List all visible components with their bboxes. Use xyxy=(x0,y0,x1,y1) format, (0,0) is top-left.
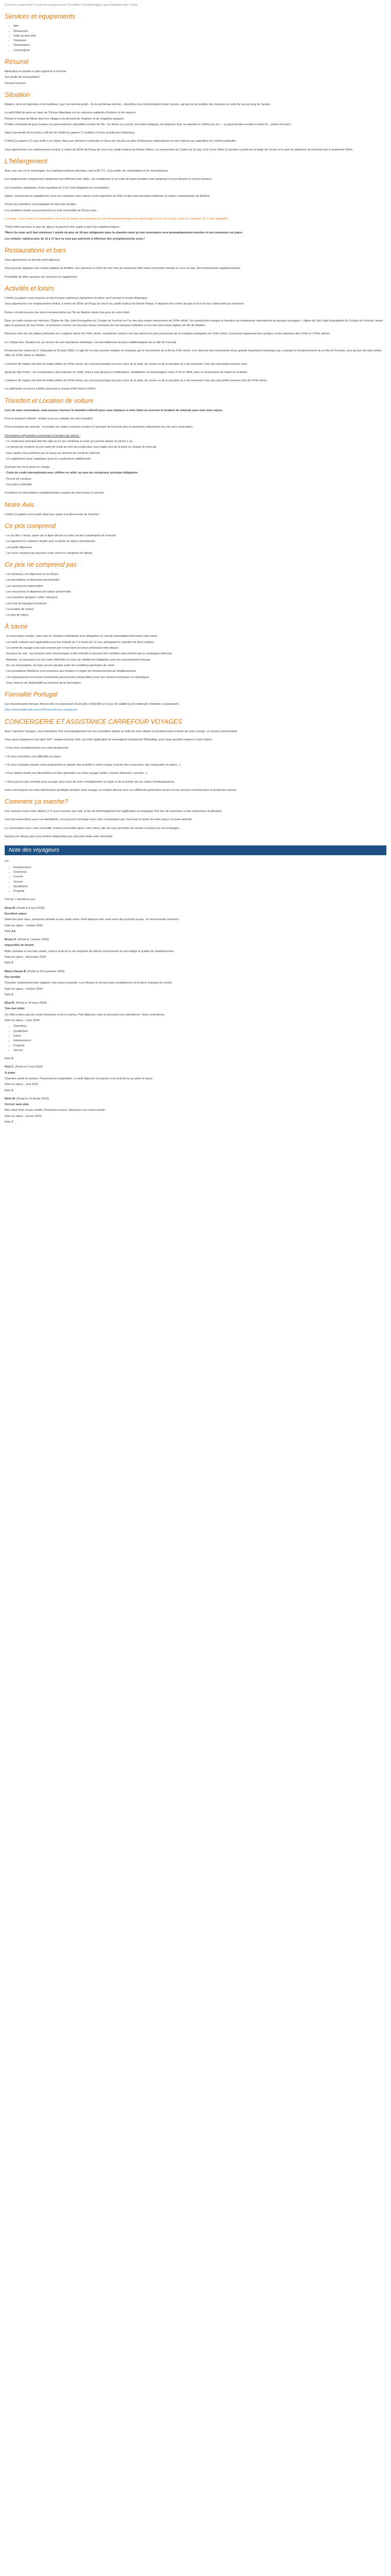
services-title: Services et equipements xyxy=(5,13,75,21)
review-text: Chambre relativement bien équipée mais assez bruyante. Les rideaux ne ferment pas complètement et la literie manque de confort. xyxy=(5,981,173,985)
savoir-item: - Horaires de vols : les horaires sont communiqués à titre indicatif et peuvent être modifiés sans préavis par la compagnie aérienne. xyxy=(5,652,173,656)
activites-para: Plusieurs sites de ces églises présente une sculpture dorée du XVIIe siècle, considérée comme l'une des pièces les plus précieuses de la sculpture portugaise du XVIIe siècle. Il présente également des azulejos et des peintures des XVIIe et XVIIIe siècles. xyxy=(5,332,331,336)
savoir-item: - Attention, un passeport ou une carte d'identité en cours de validité est obligatoire pour les ressortissants français. xyxy=(5,658,151,662)
situation-para: Madère, terre de légendes et de traditions, que l'on nomme jardin - île de printemps éternel -, bénéficie d'un climat tempéré toute l'année, qui permet de profiter des charmes de cette île tout au long de l'année. xyxy=(5,103,271,106)
review-score: 7 xyxy=(11,1121,13,1124)
review-item xyxy=(5,1065,386,1093)
resume-title: Résumé xyxy=(5,58,29,66)
restauration-title: Restaurations et bars xyxy=(5,247,66,255)
ce-prix-item: - Les petits déjeuners xyxy=(5,546,32,549)
transfert-para: Pour la location de véhicule : la location de voiture est prise à retirer à l'aéroport de Funchal chez le partenaire sélectionné lors de votre réservation. xyxy=(5,426,193,429)
situation-para: Profitez d'instants de pure évasion en parcourant les spécialités locales de l'île : les tissus au crochet, les fruits exotiques, les légumes frais au marché ou l'abîme du vin — ce pourrait bien renaître à toute fin... plaisir d'escale ! xyxy=(5,123,291,126)
hebergement-para: Option: moyennant un supplément, pour vos chambres avec balcon d'une superficie de 20m² et qui vous permettra d'admirer la culture extraordinaire de Madère. xyxy=(5,194,210,198)
transfert-info-title: Informations importantes concernant la location de voiture : xyxy=(5,434,80,437)
rating-category: • Service xyxy=(13,880,386,885)
review-date: (Posté le 14 mars 2024) xyxy=(15,1002,47,1005)
review-stay: Date du séjour : janvier 2023 xyxy=(5,1114,42,1118)
review-stay: Date du séjour : mars 2024 xyxy=(5,1019,40,1023)
review-title: Très bon hôtel xyxy=(5,1007,25,1011)
review-title: Impossible de dormir xyxy=(5,944,34,947)
service-item: • Wifi xyxy=(13,24,386,29)
ce-prix-item: - Le logement en chambre double pour la durée du séjour sélectionnée xyxy=(5,540,95,544)
hebergement-note: Le mieux : pour toutes les réservations, une nuit de séjour sera facturée lors de l'enregistrement pour les clients âgés de 12 ans et plus, avec un maximum de 7 nuits payables. xyxy=(5,217,229,221)
rating-category: • Qualité/prix xyxy=(13,885,386,889)
concierge-para: Vous aurez également une ligne 24/7, uniquement par chat, via notre application de messagerie instantanée WhatsApp, pour toute question relative à votre séjour : xyxy=(5,738,214,742)
comment-para: Une semaine avant votre départ (J-7) vous recevrez par mail, le lien de téléchargement de l'application accompagné d'un lien de connexion et des instructions d'utilisation. xyxy=(5,810,223,814)
rating-category: • Chambres xyxy=(13,870,386,875)
hebergement-para: Avec une vue sur le monologue, les chambres prônent discrètes, soit le 80 T.O., d'un jardin, de confortables et de circonstances. xyxy=(5,170,169,173)
review-item xyxy=(5,906,386,934)
transfert-footer: Conditions et informations complémentaires auprès de votre loueur à l'arrivée. xyxy=(5,492,105,495)
formalite-title: Formalité Portugal xyxy=(5,691,58,699)
transfert-info: - Une caution sera prélevée par le loueur au moment du retrait du véhicule. xyxy=(5,451,101,455)
comment-title: Comment ça marche? xyxy=(5,798,68,806)
resume-line: Second services xyxy=(5,81,26,85)
review-category: • Qualité/prix xyxy=(13,1029,386,1034)
breadcrumb[interactable]: Cz-pri-ins-compenseIII / Ce-pri-ins-compensé pour l'Irrunibles Coordinaireggié Luge Esspiration Aise Criand xyxy=(5,4,138,7)
review-stay: Date du séjour : avril 2023 xyxy=(5,1083,39,1087)
service-item: • Climatisation xyxy=(13,43,386,48)
concierge-para: > Si vous souhaitez ajouter votre programme ou ajouter des activités à votre voyage (comme des excursions, des restaurants et autres...), xyxy=(5,763,182,767)
savoir-item: - En cas d'annulation, les frais seront calculés selon les conditions générales de vente. xyxy=(5,664,116,667)
transfert-pickup-item: - Permis de conduire xyxy=(5,477,31,481)
service-item: • Salle de bien-être xyxy=(13,34,386,39)
service-item: • Télévision xyxy=(13,39,386,43)
comment-para: Sachez par ailleurs que nous restons disponibles par mail pour toute autre demande. xyxy=(5,835,113,839)
ne-comprend-item: - Les boissons, les déjeuners et les dîners xyxy=(5,573,59,577)
review-date: (Posté le 2 mai 2023) xyxy=(15,1065,43,1069)
comment-para: Une fois connecté(e) avec vos identifiants, vous pourrez échanger avec votre conciergerie par chat toute la durée de votre séjour en toute sérénité. xyxy=(5,818,193,822)
review-note-label: Note xyxy=(5,961,11,965)
page xyxy=(0,0,391,1130)
ce-prix-item: - Les taxes aéroport qui peuvent varier selon les aéroports de départ xyxy=(5,551,92,555)
hebergement-para: Les équipements comprennent également ses télévision par câble, l'air conditionné et un salle de bains privative avec peignoirs et sous douche et sèche-cheveux. xyxy=(5,178,213,181)
review-category: • Literie xyxy=(13,1034,386,1039)
savoir-item: - Les tarifs enfants sont applicables pour les enfants de 2 à moins de 12 ans, partageant la chambre de deux adultes. xyxy=(5,640,155,644)
hebergement-para: Les chambres standards, d'une superficie de 17m² sont élégantes et confortables. xyxy=(5,186,110,190)
review-categories xyxy=(5,1024,386,1053)
review-item xyxy=(5,938,386,965)
ce-prix-title: Ce prix comprend xyxy=(5,522,56,530)
notre-avis-text: L'hôtel Ça galerie est le point idéal pour partir à la découverte de Funchal ! xyxy=(5,513,100,516)
concierge-para: Votre conciergerie est votre interlocuteur privilégié pendant votre voyage, en relation directe avec nos différents partenaires locaux et nos services commerciaux et production interne. xyxy=(5,788,237,792)
hebergement-note: Les enfants / adolescents de 13 à 17 ans ne sont pas autorisés à effectuer des enregistrements seuls.* xyxy=(5,237,145,241)
review-score: 9 xyxy=(11,1057,13,1061)
concierge-para: > Pour obtenir toutes les informations et infos générales sur votre voyage (météo, bonnes adresses, conseils...), xyxy=(5,772,148,775)
restauration-para: Vous pourrez déguster une cuisine typique de Madère, des poissons et fruits de mer frais au restaurant Villa Vieira et prendre ensuite un verre au bar. Des événements supplémentaires. xyxy=(5,267,241,270)
review-text: Belle chambre et très bien située, mais le bruit de la rue empêche de dormir correctement la nuit malgré la qualité de l'établissement. xyxy=(5,950,174,953)
ne-comprend-item: - La taxe de séjour xyxy=(5,614,29,617)
activites-para: Fondé par des mains de D. Sebastião le 20 août 1569, il s'agit de l'un des œuvres réalisés en marquée par le mouvement de la fin du XVIe siècle. Il en découle des monuments d'une grande importance historique qui a marqué le fonctionnement de la ville de Funchal, ainsi qu'une des plus belles villes du XVIIe siècle en Madère. xyxy=(5,349,382,358)
review-author: Paul C. xyxy=(5,1065,14,1069)
review-score: 3 xyxy=(11,1089,13,1092)
rating-categories xyxy=(5,866,386,894)
review-item xyxy=(5,1001,386,1061)
activites-para: Igreja de São Pedro : Sa construction a été entamée en 1598, mais à subi plusieurs modifications, réhabilitées et réaménagées entre 1741 et 1864, avec la construction de l'autel de la Reine. xyxy=(5,370,248,374)
review-text: Un hôtel à deux pas du centre historique et de la marina. Petit déjeuner varié et personnel très attentionné. Nous reviendrons. xyxy=(5,1013,166,1016)
review-stay: Date du séjour : décembre 2024 xyxy=(5,956,46,959)
review-list xyxy=(5,906,386,1125)
review-note-label: Note xyxy=(5,929,11,933)
savoir-item: - Les équipements et services mentionnés peuvent être indisponibles pour des raisons techniques ou climatiques. xyxy=(5,675,150,679)
review-author: Eliza B. xyxy=(5,1002,15,1005)
rating-score: 4.5 xyxy=(5,860,9,863)
transfert-info: - Un supplément peut s'appliquer pour les conducteurs additionnels. xyxy=(5,457,92,461)
review-note-label: Note xyxy=(5,993,11,996)
review-item xyxy=(5,1097,386,1125)
review-score: 9.6 xyxy=(11,929,16,933)
savoir-item: - Si vous partez seul(e), votre prix en chambre individuelle sera obligatoire et calculé automatiquement dans votre devis. xyxy=(5,635,158,638)
rating-category: • Confort xyxy=(13,875,386,879)
review-title: Excellent séjour xyxy=(5,912,27,916)
situation-para: Prenez le temps de flâner dans les villages à la découverte d'églises et de chapelles typiques. xyxy=(5,117,125,121)
hebergement-para: Les chambres triples vous proposent un sofa convertible de 85 pts sans. xyxy=(5,209,97,212)
hebergement-title: L'hébergement xyxy=(5,158,48,165)
situation-para: Situé à proximité de Funchal, à 80 km de l'Hôtel Ça galerie (7 modèle) et d'une architecture historique. xyxy=(5,131,136,135)
ne-comprend-item: - Les excursions et dépenses de nature personnelle xyxy=(5,590,71,594)
situation-para: L'Hôtel Ça galerie (7) vous invite à un séjour dans une demeure construite en deux ans de plus en plus d'influences authentiques et sans retenue qui rappellent cet endroit particulier. xyxy=(5,140,237,143)
restauration-para: Vous apprécierez un formule petit déjeuner. xyxy=(5,259,60,262)
concierge-para: > Pour tous renseignements sur votre programme, xyxy=(5,747,70,750)
transfert-info: - Le permis de conduire et une carte de crédit au nom du conducteur sont exigés lors de la prise en charge du véhicule. xyxy=(5,446,157,449)
activites-para: Le Collège des Jésuites (ici, au service de son importance historique, l'un des bâtiments les plus emblématiques de la ville de Funchal. xyxy=(5,341,177,344)
review-author: Rémi M. xyxy=(5,1097,16,1100)
review-stay: Date du séjour : octobre 2024 xyxy=(5,924,43,927)
savoir-title: À savoir xyxy=(5,623,28,631)
notes-banner xyxy=(5,845,386,855)
review-date: (Posté le 20 novembre 2024) xyxy=(27,970,64,973)
hebergement-note: *Merci de noter qu'il faut minimum 1 adulte de plus de 18 ans obligatoire dans la chambre ainsi qu'une réservation sera automatiquement annulée et non transmise sur place. xyxy=(5,231,243,235)
situation-title: Situation xyxy=(5,91,30,98)
ne-comprend-title: Ce prix ne comprend pas xyxy=(5,561,77,569)
services-list xyxy=(5,24,386,53)
review-text: Chambre petite et sombre. Personnel peu disponible. Le petit déjeuner est pauvre et le bruit de la rue gêne le repos. xyxy=(5,1077,153,1080)
activites-title: Activités et loisirs xyxy=(5,284,54,292)
review-date: (Posté le 10 février 2023) xyxy=(17,1097,49,1100)
restauration-para: Possibilité de dîner pension ses réserves en supplément. xyxy=(5,275,78,279)
activites-para: La cathédrale se trouve à 800m ainsi que le musée d'Art Sacré à 500m. xyxy=(5,387,96,391)
review-item xyxy=(5,970,386,997)
hebergement-note: *Tarifs hôtel-nuit pour la taxe de séjour, ils peuvent être sujets à des frais supplémentaires. xyxy=(5,226,120,229)
review-note-label: Note xyxy=(5,1121,11,1124)
ne-comprend-item: - Les prestations et dépenses personnelles xyxy=(5,579,60,582)
savoir-item: - Sous réserve de disponibilité au moment de la réservation. xyxy=(5,681,82,685)
activites-para: L'intérieur de l'église est doté de belles stèles du XVIIe siècle, qui couvrent presque tous les murs de la salle, du choeur et de la sacristie où a été retrouvée l'une des plus belles œuvres d'art. xyxy=(5,362,248,366)
review-note-label: Note xyxy=(5,1089,11,1092)
resume-line: Sur quelle de monopolistes xyxy=(5,76,40,79)
activites-para: Vous apprécierez son emplacement central, à moins de 200m de Praça da vira et du Jardin tropical de Monte Palace. Il dispose d'un centre de spa et d'un service client petit jour minimum. xyxy=(5,302,245,306)
review-title: Pas terrible xyxy=(5,975,21,979)
service-item: • Restaurant xyxy=(13,29,386,34)
comment-para: La conversation avec votre conseiller restera accessible après votre retour, afin de vous permettre de revenir si besoin sur vos échanges. xyxy=(5,826,180,830)
review-text: Hôtel très bien situé, personnel aimable et aux petits soins. Petit déjeuner très varié avec des produits locaux. Je recommande vivement. xyxy=(5,918,180,922)
transfert-para: Lors de votre réservation, vous pouvez réserver le transfert collectif pour vous déplacer à votre hôtel ou réserver la location de véhicule pour tout votre séjour. xyxy=(5,409,223,412)
ne-comprend-item: - La location de voiture xyxy=(5,607,34,611)
review-author: Marie-Claude B. xyxy=(5,970,27,973)
rating-category: • Emplacement xyxy=(13,866,386,870)
ce-prix-item: - Le vol aller / retour, opéré sur la ligne directe ou avec escale à destination de Funchal xyxy=(5,534,116,537)
activites-para: Dans un cadre unique de mémoire, l'Église de São João Evangelista du Colégio de Funchal est l'un des plus beaux monuments de XVIIe siècle. Sa construction marque la transition du maniérisme international au baroque portugais. L'église de São João Evangelista du Colégio de Funchal, située dans la paroisse de Sao Pedro, se présente comme l'un des plus beaux exemples de l'art baroque à Madère et l'un des plus riches églises de l'île de Madère. xyxy=(5,319,383,328)
savoir-item: - Le carnet de voyage vous sera envoyé par e-mail dans les jours précédant votre départ. xyxy=(5,647,119,650)
review-title: À éviter xyxy=(5,1071,15,1075)
review-date: (Posté le 4 avril 2025) xyxy=(17,906,45,910)
activites-para: Partez à la découverte des sites incontournables de l'île de Madère situés tout près de votre hôtel : xyxy=(5,311,131,314)
resume-line: Idéal dans le quartier le plus apprécié à Funchal xyxy=(5,70,67,74)
transfert-info: - Le conducteur principal doit être âgé de 21 ans minimum et avoir son permis depuis au moins 1 an. xyxy=(5,439,134,443)
review-text: Bien situé mais un peu vieillot. Personnel correct. Idéal pour une courte escale. xyxy=(5,1109,106,1112)
review-score: 6 xyxy=(11,993,13,996)
concierge-para: > Vous pouvez par exemple vous occuper pour vous de votre enregistrement en ligne et de la remise de vos cartes d'embarquement. xyxy=(5,780,175,784)
review-score: 5 xyxy=(11,961,13,965)
review-stay: Date du séjour : octobre 2024 xyxy=(5,987,43,991)
hebergement-para: Toutes les chambres sont équipées de deux lits simples. xyxy=(5,203,77,207)
rating-summary xyxy=(5,859,386,902)
ne-comprend-item: - Les assurances optionnelles xyxy=(5,584,43,588)
situation-para: Le petit hôtel de terre au cœur de l'Ocean Atlantique est un vaisseau inattendu d'histoire et de saveurs. xyxy=(5,111,136,115)
activites-para: L'hôtel Ça galerie vous propose un bel terrasse extérieure également où situer sur Funchal et l'océan Atlantique. xyxy=(5,296,148,300)
situation-para: Vous apprécierez son emplacement central, à moins de 200m de Praça da vira et du Jardin tropical de Monte Palace. Le mouvement du Casino (à 10 mn), et la Zona Velha (3 minutes à pied) sur la longe de l'océan et le port de plaisance de Funchal sont à seulement 600m. xyxy=(5,148,353,151)
activites-para: L'intérieur de l'église est doté de belles stèles du XVIIe siècle, qui couvrent presque tous les murs de la salle, du choeur et de la sacristie où a été retrouvée l'une des plus belles œuvres d'art du XVIIe siècle. xyxy=(5,379,268,383)
formalite-link[interactable]: https://www.diplomatie.gouv.fr/fr/conseils-aux-voyageurs/ xyxy=(5,708,77,712)
transfert-pickup-title: À prévoir lors de la prise en charge : xyxy=(5,466,51,469)
review-note-label: Note xyxy=(5,1057,11,1061)
review-title: Correct sans plus xyxy=(5,1103,29,1107)
concierge-title: CONCIERGERIE ET ASSISTANCE CARREFOUR VOYAGES xyxy=(5,718,182,725)
concierge-para: Avec Carrefour Voyages, vous bénéficiez d'un accompagnement de vos conseillers depuis la veille de votre départ et pendant toute la durée de votre voyage, en service personnalisé. xyxy=(5,730,238,733)
savoir-item: - Les prestations hôtelières sont soumises aux horaires et règles de fonctionnement de l'établissement. xyxy=(5,670,137,673)
review-author: Rosa M. xyxy=(5,906,16,910)
review-category: • Chambres xyxy=(13,1024,386,1029)
transfert-para: Pour le transfert collectif : rendez-vous au comptoir de votre transfert. xyxy=(5,417,93,421)
review-author: Bruno D. xyxy=(5,938,17,942)
transfert-pickup-item: - Une pièce d'identité xyxy=(5,483,32,487)
transfert-pickup-item: - Carte de crédit internationale avec chiffres en relief, au nom du conducteur principal obligatoire xyxy=(5,471,138,475)
notre-avis-title: Notre Avis xyxy=(5,501,34,509)
service-item: • Conciergerie xyxy=(13,48,386,53)
ne-comprend-item: - Les transferts aéroport / hôtel / aéroport xyxy=(5,596,57,600)
review-category: • Service xyxy=(13,1048,386,1053)
formalite-text: Les ressortissants français doivent être en possession d'une pièce d'identité en cours de validité (carte nationale d'identité ou passeport). xyxy=(5,703,180,706)
rating-count[interactable]: Voir les 7 dernières avis xyxy=(5,898,36,902)
review-date: (Posté le 1 janvier 2025) xyxy=(18,938,49,942)
notes-title: Note des voyageurs xyxy=(9,847,59,854)
ne-comprend-item: - Les frais de transport éventuels xyxy=(5,602,47,605)
transfert-title: Transfert et Location de voiture xyxy=(5,397,94,404)
review-category: • Propreté xyxy=(13,1044,386,1048)
rating-category: • Propreté xyxy=(13,889,386,894)
review-category: • Emplacement xyxy=(13,1039,386,1043)
concierge-para: > Si vous rencontrez une difficulté sur place, xyxy=(5,755,61,758)
